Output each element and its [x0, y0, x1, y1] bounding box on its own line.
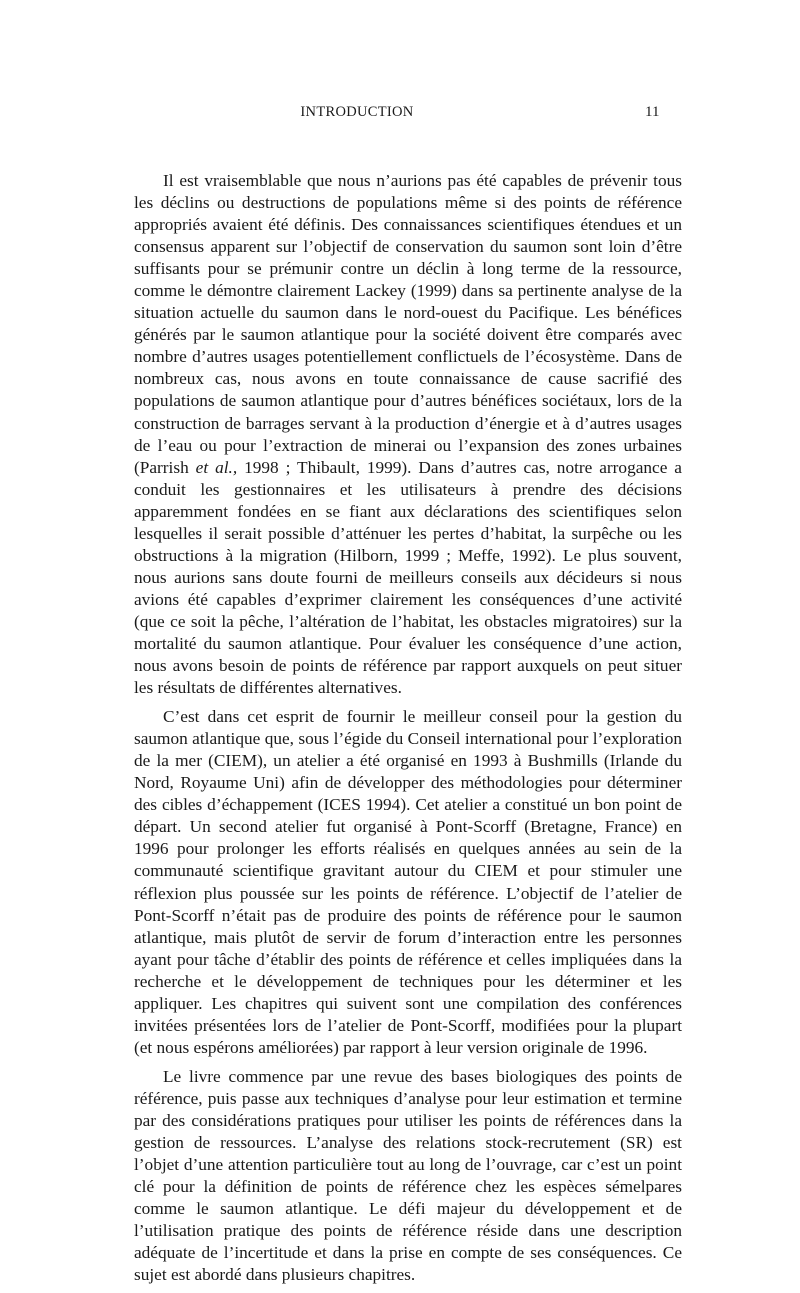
paragraph-1-text-a: Il est vraisemblable que nous n’aurions pas été capables de prévenir tous les déclins ou destructions de populations même si des points de référence appropriés avaient été définis. Des connaissances scientifiques étendues et un consensus apparent sur l’objectif de conservation du saumon sont loin d’être suffisants pour se prémunir contre un déclin à long terme de la ressource, comme le démontre clairement Lackey (1999) dans sa pertinente analyse de la situation actuelle du saumon dans le nord-ouest du Pacifique. Les bénéfices générés par le saumon atlantique pour la société doivent être comparés avec nombre d’autres usages potentiellement conflictuels de l’écosystème. Dans de nombreux cas, nous avons en toute connaissance de cause sacrifié des populations de saumon atlantique pour d’autres bénéfices sociétaux, lors de la construction de barrages servant à la production d’énergie et à d’autres usages de l’eau ou pour l’extraction de minerai ou l’expansion des zones urbaines (Parrish [134, 171, 682, 477]
paragraph-2: C’est dans cet esprit de fournir le meilleur conseil pour la gestion du saumon atlantique que, sous l’égide du Conseil international pour l’exploration de la mer (CIEM), un atelier a été organisé en 1993 à Bushmills (Irlande du Nord, Royaume Uni) afin de développer des méthodologies pour déterminer des cibles d’échappement (ICES 1994). Cet atelier a constitué un bon point de départ. Un second atelier fut organisé à Pont-Scorff (Bretagne, France) en 1996 pour prolonger les efforts réalisés en quelques années au sein de la communauté scientifique gravitant autour du CIEM et pour stimuler une réflexion plus poussée sur les points de référence. L’objectif de l’atelier de Pont-Scorff n’était pas de produire des points de référence pour le saumon atlantique, mais plutôt de servir de forum d’interaction entre les personnes ayant pour tâche d’établir des points de référence et celles impliquées dans la recherche et le développement de techniques pour les déterminer et les appliquer. Les chapitres qui suivent sont une compilation des conférences invitées présentées lors de l’atelier de Pont-Scorff, modifiées pour la plupart (et nous espérons améliorées) par rapport à leur version originale de 1996. [134, 707, 682, 1057]
paragraph-3: Le livre commence par une revue des bases biologiques des points de référence, puis passe aux techniques d’analyse pour leur estimation et termine par des considérations pratiques pour utiliser les points de références dans la gestion de ressources. L’analyse des relations stock-recrutement (SR) est l’objet d’une attention particulière tout au long de l’ouvrage, car c’est un point clé pour la définition de points de référence chez les espèces sémelpares comme le saumon atlantique. Le défi majeur du développement et de l’utilisation pratique des points de référence réside dans une description adéquate de l’incertitude et dans la prise en compte de ses conséquences. Ce sujet est abordé dans plusieurs chapitres. [134, 1066, 682, 1285]
paragraph-1-italic-citation: et al., [195, 457, 238, 477]
running-title: INTRODUCTION [300, 104, 414, 120]
page-number: 11 [645, 104, 660, 120]
body-text [134, 170, 682, 1293]
running-header [0, 104, 800, 124]
paragraph-1-text-b: 1998 ; Thibault, 1999). Dans d’autres cas, notre arrogance a conduit les gestionnaires et les utilisateurs à prendre des décisions apparemment fondées en se fiant aux déclarations des scientifiques selon lesquelles il serait possible d’atténuer les pertes d’habitat, la surpêche ou les obstructions à la migration (Hilborn, 1999 ; Meffe, 1992). Le plus souvent, nous aurions sans doute fourni de meilleurs conseils aux décideurs si nous avions été capables d’exprimer clairement les conséquences d’une activité (que ce soit la pêche, l’altération de l’habitat, les obstacles migratoires) sur la mortalité du saumon atlantique. Pour évaluer les conséquence d’une action, nous avons besoin de points de référence par rapport auxquels on peut situer les résultats de différentes alternatives. [134, 457, 682, 698]
paragraph-1 [134, 170, 682, 699]
